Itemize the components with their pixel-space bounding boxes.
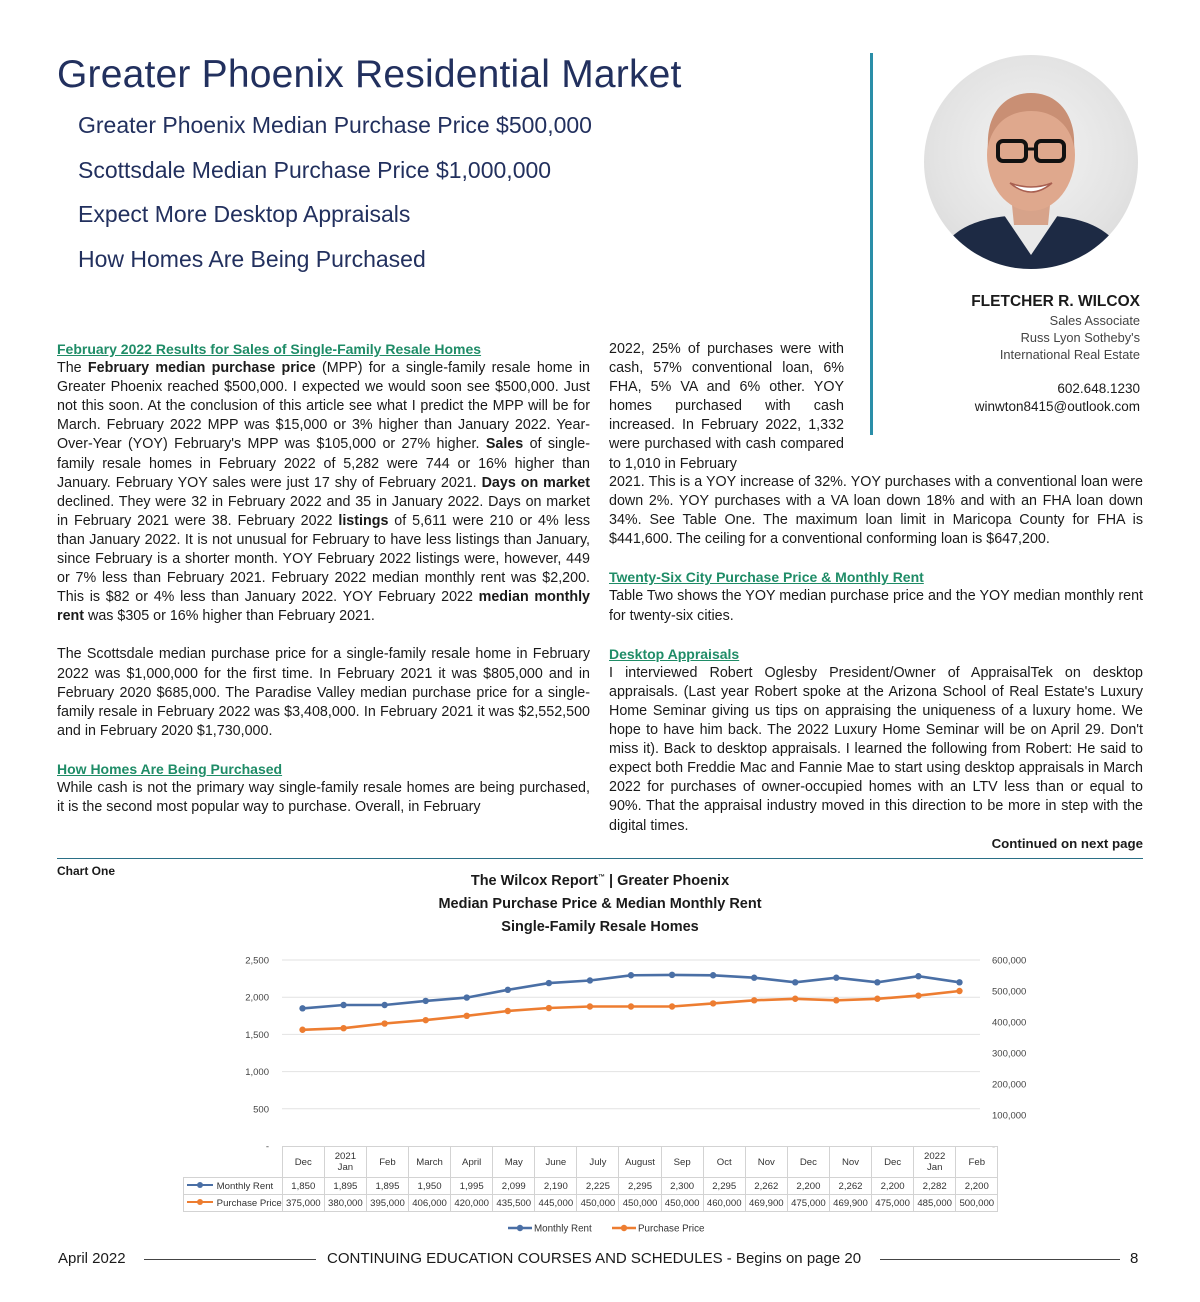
table-value-cell: 2,295 <box>619 1178 661 1195</box>
chart-right-ticks <box>992 956 1026 1153</box>
table-category-header: March <box>409 1147 451 1178</box>
chart-title-1: The Wilcox Report™ | Greater Phoenix <box>470 873 730 889</box>
table-category-header: June <box>535 1147 577 1178</box>
chart-title-2: Median Purchase Price & Median Monthly Rent <box>438 896 762 912</box>
data-point-monthly-rent <box>792 979 798 985</box>
table-value-cell: 435,500 <box>493 1195 535 1212</box>
legend-label: Monthly Rent <box>534 1223 592 1235</box>
table-category-header: Oct <box>703 1147 745 1178</box>
paragraph-february: The February median purchase price (MPP) for a single-family resale home in Greater Phoenix reached $500,000. I expected we would soon see $500,000. Just not this soon. At the conclusion of this article see what I predict the MPP will be for March. February 2022 MPP was $15,000 or 3% higher than January 2022. Year-Over-Year (YOY) February's MPP was $105,000 or 27% higher. Sales of single-family resale homes in February 2022 of 5,282 were 744 or 16% higher than January. February YOY sales were just 17 shy of February 2021. Days on market declined. They were 32 in February 2022 and 35 in January 2022. Days on market in February 2021 were 38. February 2022 listings of 5,611 were 210 or 4% less than January 2022. It is not unusual for February to have less listings than January, since February is a shorter month. YOY February 2022 listings were, however, 449 or 7% less than February 2021. February 2022 median monthly rent was $2,200. This is $82 or 4% less than January 2022. YOY February 2022 median monthly rent was $305 or 16% higher than February 2021. <box>57 360 590 625</box>
footer-date: April 2022 <box>58 1250 126 1267</box>
data-point-monthly-rent <box>546 980 552 986</box>
right-axis-tick-label: - <box>992 1141 996 1153</box>
table-value-cell: 475,000 <box>872 1195 914 1212</box>
table-label-monthly-rent: Monthly Rent <box>184 1178 283 1195</box>
table-value-cell: 406,000 <box>409 1195 451 1212</box>
table-category-header: Dec <box>787 1147 829 1178</box>
chart-label: Chart One <box>57 864 116 878</box>
legend-label: Purchase Price <box>638 1223 705 1235</box>
table-value-cell: 2,200 <box>956 1178 998 1195</box>
subtitle-1: Greater Phoenix Median Purchase Price $500,000 <box>78 112 592 138</box>
paragraph-city: Table Two shows the YOY median purchase price and the YOY median monthly rent for twenty-six cities. <box>609 588 1143 624</box>
heading-february-results[interactable]: February 2022 Results for Sales of Single-Family Resale Homes <box>57 341 482 357</box>
data-point-purchase-price <box>587 1003 593 1009</box>
table-category-header: Dec <box>282 1147 324 1178</box>
data-point-purchase-price <box>751 997 757 1003</box>
heading-twenty-six-city[interactable]: Twenty-Six City Purchase Price & Monthly Rent <box>609 569 924 586</box>
table-value-cell: 2,190 <box>535 1178 577 1195</box>
table-category-header: May <box>493 1147 535 1178</box>
table-value-cell: 450,000 <box>577 1195 619 1212</box>
continued-note: Continued on next page <box>991 836 1143 851</box>
paragraph-scottsdale: The Scottsdale median purchase price for a single-family resale home in February 2022 was $1,000,000 for the first time. In February 2021 it was $805,000 and in February 2020 $685,000. The Paradise Valley median purchase price for a single-family resale in February 2022 was $3,408,000. In February 2021 it was $2,552,500 and in February 2020 $1,730,000. <box>57 646 590 739</box>
left-axis-tick-label: 2,000 <box>245 992 269 1004</box>
data-point-monthly-rent <box>505 987 511 993</box>
table-value-cell: 375,000 <box>282 1195 324 1212</box>
table-category-header: Nov <box>829 1147 871 1178</box>
paragraph-desktop: I interviewed Robert Oglesby President/Owner of AppraisalTek on desktop appraisals. (Last year Robert spoke at the Arizona School of Real Estate's Luxury Home Seminar giving us tips on appraising the uniqueness of a luxury home. We hope to have him back. The 2022 Luxury Home Seminar will be on April 29. Don't miss it). Back to desktop appraisals. I learned the following from Robert: He said to expect both Freddie Mac and Fannie Mae to start using desktop appraisals in March 2022 for purchases of owner-occupied homes with an LTV less than or equal to 90%. That the appraisal industry moved in this direction to be more in step with the digital times. <box>609 664 1143 834</box>
footer-center-text[interactable]: CONTINUING EDUCATION COURSES AND SCHEDULES - Begins on page 20 <box>327 1250 862 1267</box>
data-point-monthly-rent <box>628 972 634 978</box>
right-axis-tick-label: 400,000 <box>992 1017 1027 1029</box>
table-category-header: Sep <box>661 1147 703 1178</box>
chart-series <box>299 972 962 1033</box>
subtitle-4: How Homes Are Being Purchased <box>78 246 426 272</box>
legend-marker <box>621 1225 627 1231</box>
table-category-header: July <box>577 1147 619 1178</box>
table-value-cell: 500,000 <box>956 1195 998 1212</box>
data-point-monthly-rent <box>956 979 962 985</box>
data-point-purchase-price <box>381 1020 387 1026</box>
table-value-cell: 2,225 <box>577 1178 619 1195</box>
table-value-cell: 485,000 <box>914 1195 956 1212</box>
left-axis-tick-label: 1,000 <box>245 1067 269 1079</box>
data-point-purchase-price <box>628 1003 634 1009</box>
author-role: Sales Associate <box>1049 313 1140 328</box>
right-axis-tick-label: 500,000 <box>992 986 1027 998</box>
right-axis-tick-label: 300,000 <box>992 1048 1027 1060</box>
chart-data-table <box>183 1146 998 1212</box>
data-point-purchase-price <box>669 1003 675 1009</box>
table-year-label: 2022 <box>924 1151 946 1162</box>
data-point-monthly-rent <box>464 994 470 1000</box>
table-value-cell: 1,895 <box>324 1178 366 1195</box>
subtitle-3: Expect More Desktop Appraisals <box>78 201 411 227</box>
data-point-monthly-rent <box>340 1002 346 1008</box>
author-email[interactable]: winwton8415@outlook.com <box>974 399 1140 414</box>
table-value-cell: 1,895 <box>366 1178 408 1195</box>
table-value-cell: 460,000 <box>703 1195 745 1212</box>
data-point-monthly-rent <box>915 973 921 979</box>
data-point-purchase-price <box>423 1017 429 1023</box>
table-value-cell: 469,900 <box>745 1195 787 1212</box>
heading-desktop-appraisals[interactable]: Desktop Appraisals <box>609 645 740 662</box>
table-category-header: Dec <box>872 1147 914 1178</box>
table-category-header: April <box>451 1147 493 1178</box>
right-axis-tick-label: 600,000 <box>992 955 1027 967</box>
table-value-cell: 450,000 <box>619 1195 661 1212</box>
data-point-monthly-rent <box>299 1005 305 1011</box>
table-label-purchase-price: Purchase Price <box>184 1195 283 1212</box>
table-value-cell: 475,000 <box>787 1195 829 1212</box>
table-value-cell: 2,295 <box>703 1178 745 1195</box>
page-title: Greater Phoenix Residential Market <box>57 53 682 96</box>
paragraph-how-3: 2021. This is a YOY increase of 32%. YOY purchases with a conventional loan were down 2%. YOY purchases with a VA loan down 18% and with an FHA loan down 34%. See Table One. The maximum loan limit in Maricopa County for FHA is $441,600. The ceiling for a conventional conforming loan is $647,200. <box>609 474 1143 548</box>
data-point-monthly-rent <box>751 975 757 981</box>
heading-how-homes[interactable]: How Homes Are Being Purchased <box>57 760 283 777</box>
table-category-header: August <box>619 1147 661 1178</box>
price-legend-icon <box>186 1198 214 1206</box>
rent-legend-icon <box>186 1181 214 1189</box>
table-value-cell: 380,000 <box>324 1195 366 1212</box>
table-value-cell: 2,200 <box>872 1178 914 1195</box>
left-axis-tick-label: - <box>265 1141 269 1153</box>
table-category-header: 2022 Jan <box>914 1147 956 1178</box>
table-value-cell: 1,950 <box>409 1178 451 1195</box>
legend-marker <box>517 1225 523 1231</box>
data-point-purchase-price <box>710 1000 716 1006</box>
paragraph-how-1: While cash is not the primary way single-family resale homes are being purchased, it is the second most popular way to purchase. Overall, in February <box>57 779 590 816</box>
table-value-cell: 2,262 <box>745 1178 787 1195</box>
table-value-cell: 1,995 <box>451 1178 493 1195</box>
table-category-header: Feb <box>956 1147 998 1178</box>
subtitle-2: Scottsdale Median Purchase Price $1,000,000 <box>78 157 552 183</box>
data-point-purchase-price <box>340 1025 346 1031</box>
table-value-cell: 395,000 <box>366 1195 408 1212</box>
data-point-monthly-rent <box>423 998 429 1004</box>
table-value-cell: 469,900 <box>829 1195 871 1212</box>
left-axis-tick-label: 1,500 <box>245 1029 269 1041</box>
chart-legend <box>508 1224 705 1235</box>
author-company-line1: Russ Lyon Sotheby's <box>1020 330 1140 345</box>
data-point-purchase-price <box>464 1013 470 1019</box>
chart-left-ticks <box>245 956 269 1153</box>
data-point-purchase-price <box>792 996 798 1002</box>
data-point-monthly-rent <box>710 972 716 978</box>
data-point-purchase-price <box>915 992 921 998</box>
right-axis-tick-label: 200,000 <box>992 1079 1027 1091</box>
data-point-purchase-price <box>299 1027 305 1033</box>
left-axis-tick-label: 500 <box>253 1104 269 1116</box>
table-value-cell: 450,000 <box>661 1195 703 1212</box>
data-point-monthly-rent <box>381 1002 387 1008</box>
chart-title-3: Single-Family Resale Homes <box>501 919 699 935</box>
table-category-header: Nov <box>745 1147 787 1178</box>
data-point-monthly-rent <box>833 975 839 981</box>
table-value-cell: 420,000 <box>451 1195 493 1212</box>
data-point-purchase-price <box>546 1005 552 1011</box>
table-value-cell: 2,262 <box>829 1178 871 1195</box>
right-axis-tick-label: 100,000 <box>992 1110 1027 1122</box>
data-point-purchase-price <box>874 996 880 1002</box>
footer-rule-left <box>144 1259 316 1260</box>
table-category-header: Feb <box>366 1147 408 1178</box>
table-value-cell: 2,099 <box>493 1178 535 1195</box>
data-point-monthly-rent <box>587 977 593 983</box>
data-point-monthly-rent <box>874 979 880 985</box>
data-point-purchase-price <box>956 988 962 994</box>
data-point-monthly-rent <box>669 972 675 978</box>
paragraph-how-2: 2022, 25% of purchases were with cash, 57% conventional loan, 6% FHA, 5% VA and 6% other. YOY homes purchased with cash increased. In February 2022, 1,332 were purchased with cash compared to 1,010 in February <box>609 341 844 472</box>
footer-page-number: 8 <box>1130 1250 1139 1267</box>
left-axis-tick-label: 2,500 <box>245 955 269 967</box>
author-company-line2: International Real Estate <box>999 347 1140 362</box>
table-value-cell: 445,000 <box>535 1195 577 1212</box>
table-value-cell: 2,300 <box>661 1178 703 1195</box>
footer-rule-right <box>880 1259 1120 1260</box>
table-category-header: 2021 Jan <box>324 1147 366 1178</box>
data-point-purchase-price <box>833 997 839 1003</box>
table-year-label: 2021 <box>334 1151 357 1162</box>
data-point-purchase-price <box>505 1008 511 1014</box>
author-phone: 602.648.1230 <box>1057 381 1140 396</box>
table-value-cell: 2,282 <box>914 1178 956 1195</box>
table-value-cell: 2,200 <box>787 1178 829 1195</box>
author-name: FLETCHER R. WILCOX <box>971 293 1140 310</box>
table-value-cell: 1,850 <box>282 1178 324 1195</box>
